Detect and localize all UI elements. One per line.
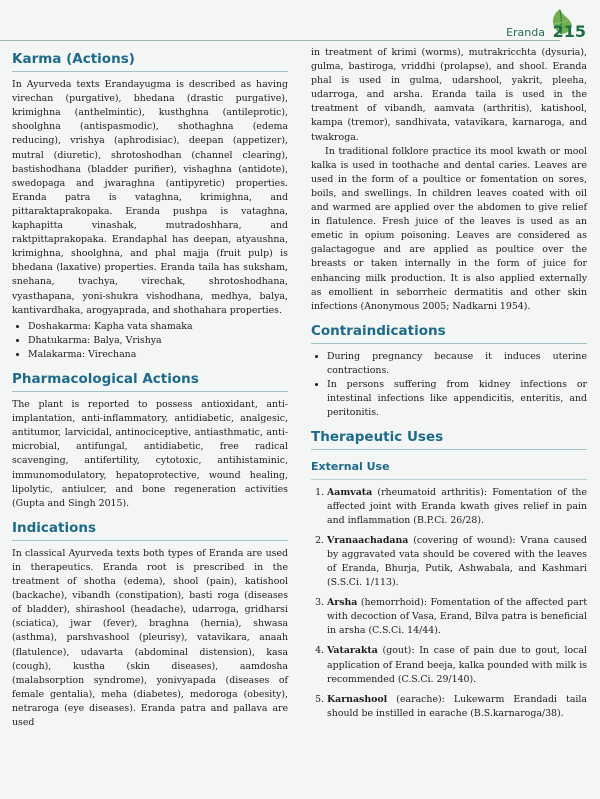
external-use-heading: External Use bbox=[311, 460, 587, 479]
indications-section bbox=[12, 521, 288, 730]
karma-list bbox=[12, 320, 288, 362]
list-item bbox=[327, 534, 587, 590]
definition: (hemorrhoid): Fomentation of the affected part with decoction of Vasa, Erand, Bilva patra is beneficial in arsha (C.S.Ci. 14/44). bbox=[327, 597, 587, 637]
page-number: 215 bbox=[552, 22, 586, 41]
term: Vranaachadana bbox=[327, 534, 409, 546]
running-title: Eranda bbox=[506, 26, 545, 39]
therapeutic-heading: Therapeutic Uses bbox=[311, 430, 587, 450]
definition: (covering of wound): Vrana caused by aggravated vata should be covered with the leaves of Eranda, Bhurja, Putik, Ashwabala, and Kashmari (S.S.Ci. 1/113). bbox=[327, 534, 587, 589]
term: Karnashool bbox=[327, 693, 388, 705]
list-item bbox=[327, 644, 587, 686]
definition: (rheumatoid arthritis): Fomentation of the affected joint with Eranda kwath gives relief in pain and inflammation (B.P.Ci. 26/28). bbox=[327, 486, 587, 526]
list-item bbox=[327, 693, 587, 721]
list-item: • Doshakarma: Kapha vata shamaka bbox=[28, 320, 288, 334]
right-column bbox=[311, 46, 587, 727]
pharmacological-heading: Pharmacological Actions bbox=[12, 372, 288, 392]
header-rule bbox=[0, 40, 560, 41]
therapeutic-section bbox=[311, 430, 587, 721]
pharmacological-paragraph: The plant is reported to possess antioxidant, anti-implantation, anti-inflammatory, antidiabetic, analgesic, antitumor, larvicidal, antinociceptive, antiasthmatic, anti-microbial, antifungal, antidiabetic, free radical scavenging, antifertility, cytotoxic, antihistaminic, immunomodulatory, hepatoprotective, wound healing, lipolytic, antiulcer, and bone regeneration activities (Gupta and Singh 2015). bbox=[12, 399, 288, 509]
karma-paragraph: In Ayurveda texts Erandayugma is described as having virechan (purgative), bhedana (drastic purgative), krimighna (anthelmintic), kusthghna (antileprotic), shoolghna (antispasmodic), shothaghna (edema reducing), vrishya (aphrodisiac), deepan (appetizer), mutral (diuretic), shrotoshodhan (channel clearing), bastishodhana (bladder purifier), vishaghna (antidote), swedopaga and jwaraghna (antipyretic) properties. Eranda patra is vataghna, krimighna, and pittaraktaprakopaka. Eranda pushpa is vataghna, kaphapitta vinashak, mutradoshhara, and raktpittaprakopaka. Erandaphal has deepan, atyaushna, krimighna, shoolghna, and phal majja (fruit pulp) is bhedana (laxative) properties. Eranda taila has suksham, snehana, tvachya, virechak, shrotoshodhana, vyasthapana, yoni-shukra vishodhana, medhya, balya, kantivardhaka, arogyaprada, and shothahara properties. bbox=[12, 79, 288, 316]
definition: (earache): Lukewarm Erandadi taila should be instilled in earache (B.S.karnaroga/38). bbox=[327, 693, 587, 719]
contraindications-list bbox=[311, 350, 587, 420]
list-item bbox=[327, 486, 587, 528]
list-item: • Dhatukarma: Balya, Vrishya bbox=[28, 334, 288, 348]
contraindications-heading: Contraindications bbox=[311, 324, 587, 344]
karma-heading: Karma (Actions) bbox=[12, 52, 288, 72]
term: Arsha bbox=[327, 597, 358, 609]
list-item bbox=[327, 596, 587, 638]
list-item: • In persons suffering from kidney infections or intestinal infections like appendicitis, enteritis, and peritonitis. bbox=[327, 378, 587, 420]
list-item: • Malakarma: Virechana bbox=[28, 348, 288, 362]
indications-continued: in treatment of krimi (worms), mutrakricchta (dysuria), gulma, bastiroga, vriddhi (prolapse), and shool. Eranda phal is used in gulma, udarshool, yakrit, pleeha, udarroga, and arsha. Eranda taila is used in the treatment of vibandh, aamvata (arthritis), katishool, kampa (tremor), sandhivata, vatavikara, karnaroga, and twakroga. bbox=[311, 47, 587, 143]
pharmacological-section bbox=[12, 372, 288, 511]
therapeutic-list bbox=[311, 486, 587, 721]
term: Vatarakta bbox=[327, 645, 378, 657]
folklore-paragraph: In traditional folklore practice its mool kwath or mool kalka is used in toothache and dental caries. Leaves are used in the form of a poultice or fomentation on sores, boils, and swellings. In children leaves coated with oil and warmed are applied over the abdomen to give relief in flatulence. Fresh juice of the leaves is used as an emetic in opium poisoning. Leaves are considered as galactagogue and are applied as poultice over the breasts or taken internally in the form of juice for enhancing milk production. It is also applied externally as emollient in seborrheic dermatitis and other skin infections (Anonymous 2005; Nadkarni 1954). bbox=[311, 145, 587, 312]
definition: (gout): In case of pain due to gout, local application of Erand beeja, kalka pounded with milk is recommended (C.S.Ci. 29/140). bbox=[327, 645, 587, 685]
page-header bbox=[0, 0, 600, 48]
list-item: • During pregnancy because it induces uterine contractions. bbox=[327, 350, 587, 378]
left-column bbox=[12, 52, 288, 730]
indications-heading: Indications bbox=[12, 521, 288, 541]
indications-paragraph: In classical Ayurveda texts both types of Eranda are used in therapeutics. Eranda root is prescribed in the treatment of shotha (edema), shool (pain), katishool (backache), vibandh (constipation), basti roga (diseases of bladder), shirashool (headache), udarroga, gridharsi (sciatica), jwar (fever), braghna (hernia), shwasa (asthma), parshvashool (pleurisy), vatavikara, anaah (flatulence), udavarta (abdominal distension), kasa (cough), kustha (skin diseases), aamdosha (malabsorption syndrome), yonivyapada (diseases of female gentalia), meha (diabetes), medoroga (obesity), netraroga (eye diseases). Eranda patra and pallava are used bbox=[12, 547, 288, 729]
term: Aamvata bbox=[327, 486, 373, 498]
contraindications-section bbox=[311, 324, 587, 421]
